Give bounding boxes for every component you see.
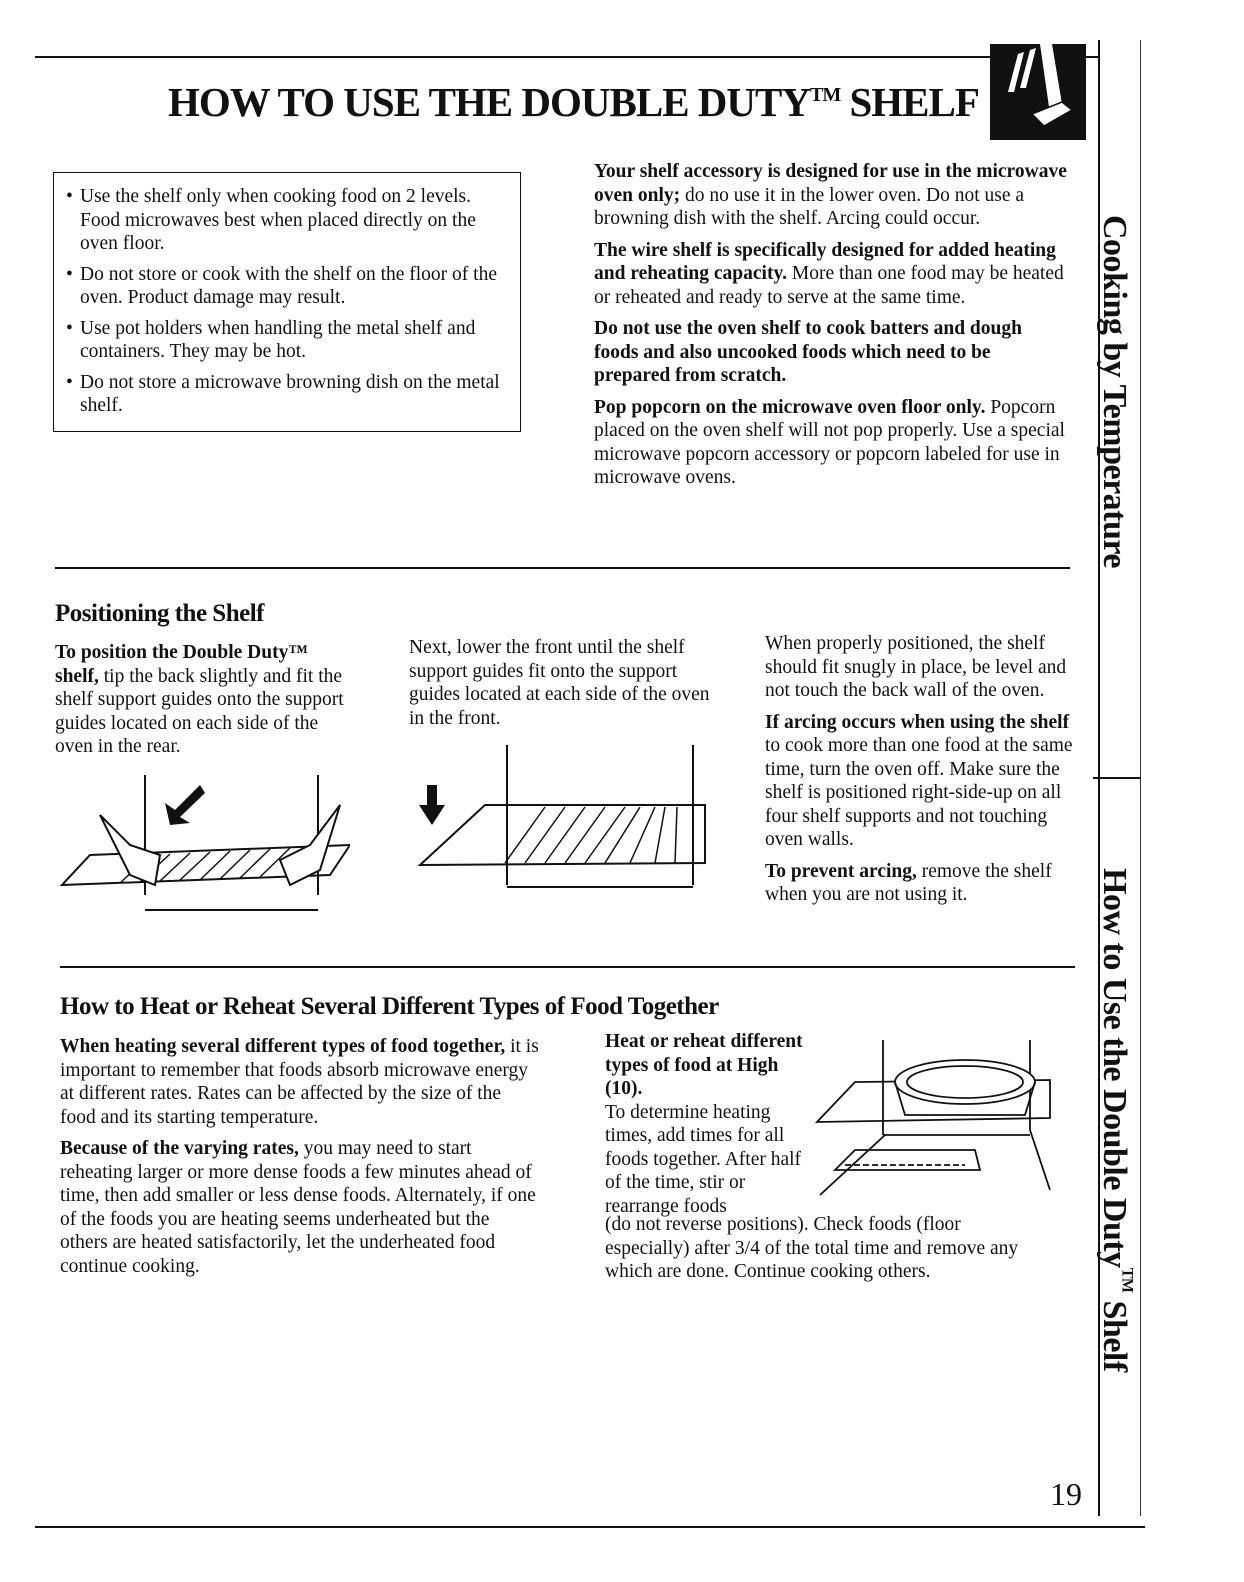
two-level-food-illustration bbox=[815, 1040, 1060, 1200]
paragraph: Pop popcorn on the microwave oven floor only. Popcorn placed on the oven shelf will not pop properly. Use a special microwave popcorn accessory or popcorn labeled for use in microwave ovens. bbox=[594, 396, 1065, 488]
shelf-lowered-illustration bbox=[415, 745, 710, 895]
top-rule bbox=[35, 56, 1100, 58]
section-rule bbox=[55, 567, 1070, 569]
positioning-heading: Positioning the Shelf bbox=[55, 600, 264, 627]
paragraph: The wire shelf is specifically designed for added heating and reheating capacity. More than one food may be heated or reheated and ready to serve at the same time. bbox=[594, 239, 1064, 308]
reheat-left-column: When heating several different types of food together, it is important to remember that foods absorb microwave energy at different rates. Rates can be affected by the size of the food and its starting temperature. Because of the varying rates, you may need to start reheating larger or more dense foods a few minutes ahead of time, then add smaller or less dense foods. Alternately, if one of the foods you are heating seems underheated but the others are heated satisfactorily, let the underheated food continue cooking. bbox=[60, 1036, 539, 1277]
reheat-bottom-text: (do not reverse positions). Check foods (floor especially) after 3/4 of the total time and remove any which are done. Continue cooking others. bbox=[605, 1214, 1019, 1282]
reheat-mid-column: Heat or reheat different types of food at High (10). To determine heating times, add times for all foods together. After half of the time, stir or rearrange foods bbox=[605, 1031, 803, 1217]
note-item: • Use pot holders when handling the metal shelf and containers. They may be hot. bbox=[78, 317, 500, 364]
safety-notes-box bbox=[53, 172, 521, 432]
paragraph: Do not use the oven shelf to cook batters and dough foods and also uncooked foods which need to be prepared from scratch. bbox=[594, 318, 1022, 386]
reheat-heading: How to Heat or Reheat Several Different Types of Food Together bbox=[60, 993, 719, 1020]
shelf-usage-column bbox=[594, 160, 1069, 498]
positioning-col-3: When properly positioned, the shelf should fit snugly in place, be level and not touch the back wall of the oven. If arcing occurs when using the shelf to cook more than one food at the same time, turn the oven off. Make sure the shelf is positioned right-side-up on all four shelf supports and not touching oven walls. To prevent arcing, remove the shelf when you are not using it. bbox=[765, 633, 1073, 905]
shelf-tilted-illustration bbox=[60, 775, 350, 925]
bottom-rule bbox=[35, 1526, 1145, 1528]
hand-pressing-button-icon bbox=[990, 44, 1086, 140]
positioning-col-1: To position the Double Duty™ shelf, tip the back slightly and fit the shelf support guides onto the support guides located on each side of the oven in the rear. bbox=[55, 642, 344, 757]
note-item: • Do not store or cook with the shelf on the floor of the oven. Product damage may result. bbox=[78, 263, 500, 310]
page-title: HOW TO USE THE DOUBLE DUTY™ SHELF bbox=[168, 79, 979, 125]
note-item: • Use the shelf only when cooking food on 2 levels. Food microwaves best when placed directly on the oven floor. bbox=[78, 185, 500, 256]
sidebar-divider bbox=[1093, 777, 1141, 779]
paragraph: Your shelf accessory is designed for use in the microwave oven only; do no use it in the lower oven. Do not use a browning dish with the shelf. Arcing could occur. bbox=[594, 161, 1067, 229]
note-item: • Do not store a microwave browning dish on the metal shelf. bbox=[78, 371, 500, 418]
sidebar-section-cooking-by-temperature: Cooking by Temperature bbox=[1096, 215, 1133, 568]
sidebar-section-double-duty-shelf: How to Use the Double Duty™ Shelf bbox=[1096, 868, 1136, 1372]
page-number: 19 bbox=[1050, 1476, 1082, 1512]
section-rule bbox=[60, 966, 1075, 968]
positioning-col-2: Next, lower the front until the shelf support guides fit onto the support guides located at each side of the oven in the front. bbox=[409, 637, 710, 729]
